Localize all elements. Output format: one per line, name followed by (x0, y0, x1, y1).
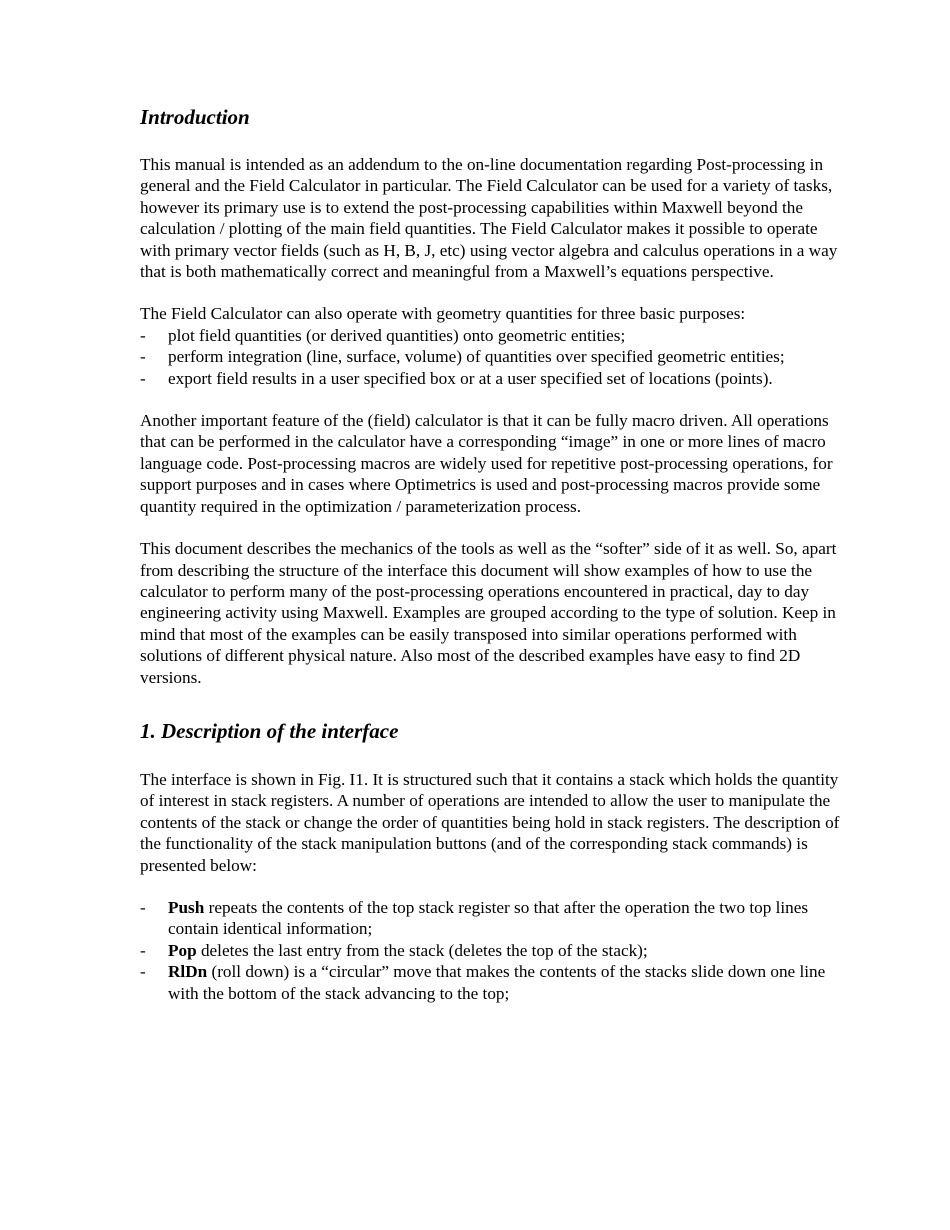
stack-commands-list (140, 897, 840, 1004)
document-page (140, 104, 840, 1004)
list-item: - plot field quantities (or derived quantities) onto geometric entities; (140, 325, 626, 345)
dash-bullet: - (140, 368, 146, 388)
list-item: - export field results in a user specified box or at a user specified set of locations (points). (140, 368, 773, 388)
dash-bullet: - (140, 897, 146, 917)
command-name: Pop (168, 940, 197, 960)
command-description: repeats the contents of the top stack register so that after the operation the two top lines contain identical information; (168, 897, 809, 939)
command-name: Push (168, 897, 205, 917)
list-item (140, 940, 840, 961)
dash-bullet: - (140, 940, 146, 960)
list-item: - perform integration (line, surface, volume) of quantities over specified geometric entities; (140, 347, 785, 367)
section-1-heading: 1. Description of the interface (140, 718, 399, 743)
intro-paragraph-4: This document describes the mechanics of the tools as well as the “softer” side of it as well. So, apart from describing the structure of the interface this document will show examples of how to use the calculator to perform many of the post-processing operations encountered in practical, day to day engineering activity using Maxwell. Examples are grouped according to the type of solution. Keep in mind that most of the examples can be easily transposed into similar operations performed with solutions of different physical nature. Also most of the described examples have easy to find 2D versions. (140, 539, 837, 687)
section-1-paragraph: The interface is shown in Fig. I1. It is structured such that it contains a stack which holds the quantity of interest in stack registers. A number of operations are intended to allow the user to manipulate the contents of the stack or change the order of quantities being hold in stack registers. The description of the functionality of the stack manipulation buttons (and of the corresponding stack commands) is presented below: (140, 769, 840, 875)
list-item (140, 897, 840, 940)
list-item (140, 961, 840, 1004)
purposes-list (140, 325, 840, 389)
command-name: RlDn (168, 962, 208, 982)
intro-paragraph-1: This manual is intended as an addendum to the on-line documentation regarding Post-processing in general and the Field Calculator in particular. The Field Calculator can be used for a variety of tasks, however its primary use is to extend the post-processing capabilities within Maxwell beyond the calculation / plotting of the main field quantities. The Field Calculator makes it possible to operate with primary vector fields (such as H, B, J, etc) using vector algebra and calculus operations in a way that is both mathematically correct and meaningful from a Maxwell’s equations perspective. (140, 155, 838, 282)
dash-bullet: - (140, 347, 146, 367)
command-description: (roll down) is a “circular” move that makes the contents of the stacks slide down one line with the bottom of the stack advancing to the top; (168, 962, 826, 1003)
dash-bullet: - (140, 325, 146, 345)
introduction-heading: Introduction (140, 105, 250, 129)
intro-paragraph-2-lead: The Field Calculator can also operate with geometry quantities for three basic purposes: (140, 304, 746, 324)
intro-paragraph-3: Another important feature of the (field) calculator is that it can be fully macro driven. All operations that can be performed in the calculator have a corresponding “image” in one or more lines of macro language code. Post-processing macros are widely used for repetitive post-processing operations, for support purposes and in cases where Optimetrics is used and post-processing macros provide some quantity required in the optimization / parameterization process. (140, 411, 833, 516)
command-description: deletes the last entry from the stack (deletes the top of the stack); (196, 940, 648, 960)
dash-bullet: - (140, 962, 146, 982)
